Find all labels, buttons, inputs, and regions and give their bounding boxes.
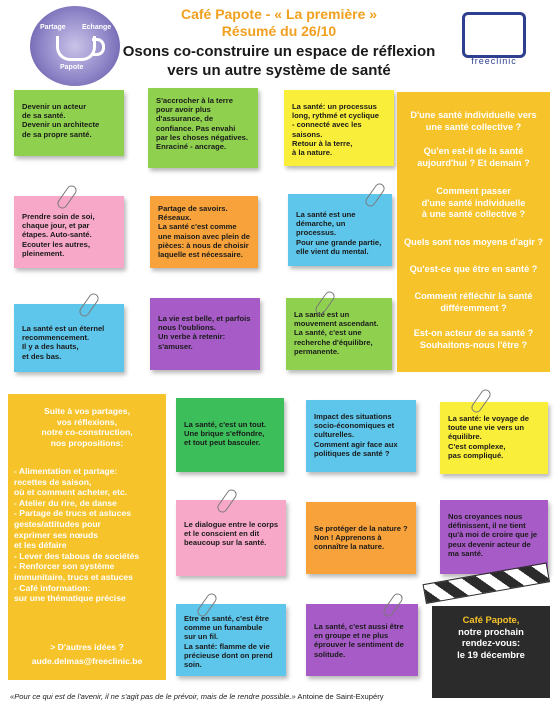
sticky-note-text: La santé est une démarche, un processus. Pour une grande partie, elle vient du mental.: [296, 210, 382, 256]
sticky-note: [176, 604, 286, 676]
proposals-list: - Alimentation et partage: recettes de saison, où et comment acheter, etc. - Atelier du rire, de danse - Partage de trucs et astuces gestes/attitudes pour exprimer ses nœuds et les défaire - Lever des tabous de sociétés - Renforcer son système immunitaire, trucs et astuces - Café information: sur une thématique précise: [14, 466, 140, 604]
sticky-note: [176, 398, 284, 472]
question-text: Qu'est-ce que être en santé ?: [409, 264, 538, 274]
sticky-note: [286, 298, 392, 370]
sticky-note: [150, 298, 260, 370]
sticky-note-text: S'accrocher à la terre pour avoir plus d'assurance, de confiance. Pas envahi par les choses négatives. Enraciné - ancrage.: [156, 96, 249, 152]
footer-quote: [10, 692, 550, 701]
proposals-ideas: > D'autres idées ?: [50, 642, 124, 652]
sticky-note-text: Le dialogue entre le corps et le conscient en dit beaucoup sur la santé.: [184, 520, 279, 548]
sticky-note-text: Impact des situations socio-économiques et culturelles. Comment agir face aux politiques de santé ?: [314, 412, 398, 458]
next-meeting-line3: rendez-vous:: [461, 637, 521, 648]
page-title: Café Papote - « La première »: [180, 6, 378, 22]
freeclinic-logo-text: freeclinic: [471, 56, 517, 66]
question-text: Comment réfléchir la santé différemment ?: [414, 291, 533, 313]
next-meeting-date: le 19 décembre: [457, 648, 525, 660]
sticky-note-text: La santé est un éternel recommencement. Il y a des hauts, et des bas.: [22, 324, 105, 361]
sticky-note: [14, 304, 124, 372]
sticky-note: [284, 90, 394, 166]
proposals-intro: Suite à vos partages, vos réflexions, notre co-construction, nos propositions:: [41, 406, 133, 448]
clapperboard: [424, 576, 558, 700]
sticky-note: [14, 196, 124, 268]
sticky-note: [288, 194, 392, 266]
next-meeting-line2: notre prochain: [458, 625, 524, 637]
sticky-note-text: La santé est un mouvement ascendant. La santé, c'est une recherche d'équilibre, permanente.: [294, 310, 379, 356]
sticky-note: [150, 196, 258, 268]
page-heading: Osons co-construire un espace de réflexion: [122, 43, 436, 60]
contact-email-link[interactable]: aude.delmas@freeclinic.be: [31, 656, 143, 666]
sticky-note-text: Partage de savoirs. Réseaux. La santé c'est comme une maison avec plein de pièces: à nous de choisir laquelle est nécessaire.: [158, 204, 251, 260]
sticky-note: [440, 500, 548, 574]
logo-word: Partage: [40, 24, 66, 31]
question-text: D'une santé individuelle vers une santé collective ?: [410, 110, 537, 132]
proposals-panel: [8, 394, 166, 680]
page-subtitle-date: Résumé du 26/10: [221, 23, 337, 39]
sticky-note-text: Nos croyances nous définissent, il ne tient qu'à moi de croire que je peux devenir acteur de ma santé.: [448, 512, 538, 558]
sticky-note-text: La santé, c'est aussi être en groupe et ne plus éprouver le sentiment de solitude.: [314, 622, 404, 659]
freeclinic-logo: [462, 8, 526, 68]
next-meeting: [432, 614, 550, 660]
question-text: Quels sont nos moyens d'agir ?: [403, 237, 543, 247]
sticky-note-text: Etre en santé, c'est être comme un funambule sur un fil. La santé: flamme de vie précieuse dont on prend soin.: [184, 614, 273, 670]
sticky-note-text: La santé, c'est un tout. Une brique s'effondre, et tout peut basculer.: [184, 420, 266, 448]
sticky-note: [306, 604, 418, 676]
sticky-note-text: La vie est belle, et parfois nous l'oublions. Un verbe à retenir: s'amuser.: [158, 314, 251, 351]
freeclinic-mark-icon: [462, 12, 526, 58]
next-meeting-name: Café Papote,: [462, 614, 520, 625]
logo-word: Papote: [60, 64, 84, 71]
sticky-note: [176, 500, 286, 576]
sticky-note-text: Prendre soin de soi, chaque jour, et par étapes. Auto-santé. Ecouter les autres, pleinement.: [22, 212, 95, 258]
sticky-note: [148, 88, 258, 168]
sticky-note-text: Se protéger de la nature ? Non ! Apprenons à connaître la nature.: [314, 524, 408, 552]
question-text: Qu'en est-il de la santé aujourd'hui ? Et demain ?: [417, 146, 530, 168]
page-heading-line2: vers un autre système de santé: [167, 62, 391, 79]
logo-word: Echange: [82, 24, 112, 31]
question-text: Est-on acteur de sa santé ? Souhaitons-nous l'être ?: [413, 328, 534, 350]
quote-text: «Pour ce qui est de l'avenir, il ne s'agit pas de le prévoir, mais de le rendre possible.»: [10, 692, 296, 701]
sticky-note: [306, 400, 416, 472]
sticky-note-text: La santé: le voyage de toute une vie vers un équilibre. C'est complexe, pas compliqué.: [448, 414, 530, 460]
sticky-note-text: Devenir un acteur de sa santé. Devenir un architecte de sa propre santé.: [22, 102, 100, 139]
sticky-note: [14, 90, 124, 156]
questions-panel: [397, 92, 550, 372]
quote-author: Antoine de Saint-Exupéry: [297, 692, 384, 701]
sticky-note-text: La santé: un processus long, rythmé et cyclique - connecté avec les saisons. Retour à la terre, à la nature.: [292, 102, 379, 158]
sticky-note: [440, 402, 548, 474]
question-text: Comment passer d'une santé individuelle à une santé collective ?: [421, 186, 526, 219]
sticky-note: [306, 502, 416, 574]
